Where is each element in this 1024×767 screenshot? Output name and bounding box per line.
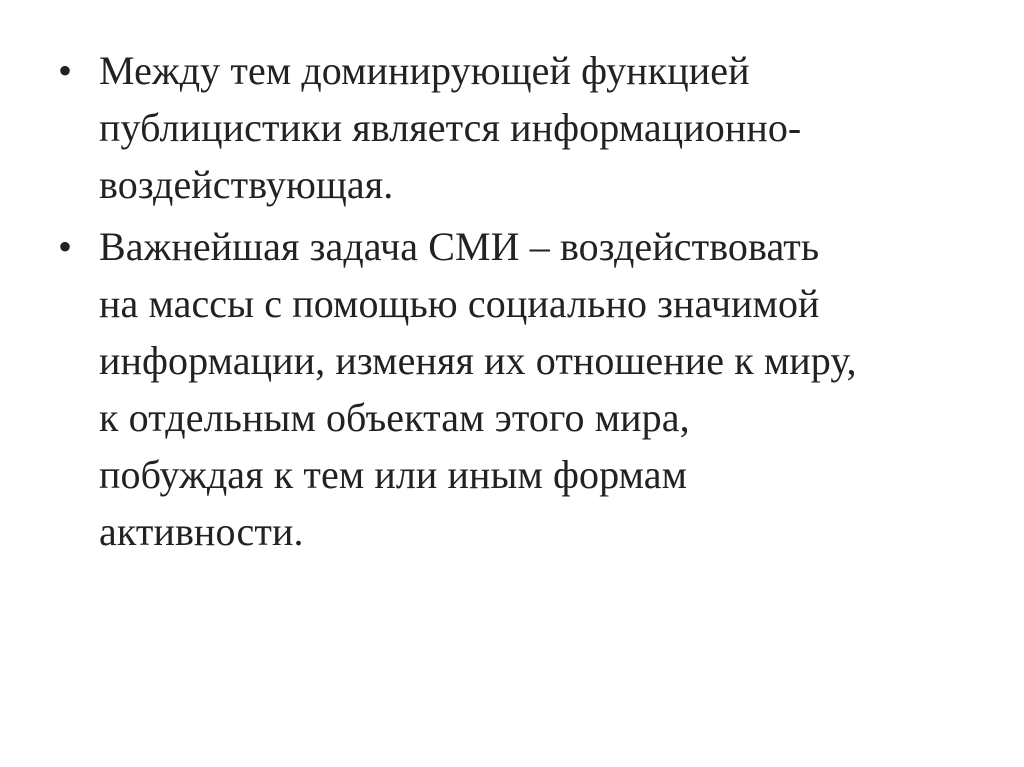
bullet-text-line: Важнейшая задача СМИ – воздействовать [99, 224, 820, 269]
bullet-text-line: Между тем доминирующей функцией [99, 48, 750, 93]
bullet-text-line: к отдельным объектам этого мира, [99, 395, 690, 440]
bullet-dot-icon: • [58, 224, 73, 269]
bullet-text-line: информации, изменяя их отношение к миру, [99, 338, 857, 383]
bullet-text-line: публицистики является информационно- [99, 105, 802, 150]
bullet-dot-icon: • [58, 48, 73, 93]
bullet-text-line: побуждая к тем или иным формам [99, 452, 688, 497]
bullet-text-line: на массы с помощью социально значимой [99, 281, 820, 326]
bullet-text-line: воздействующая. [99, 162, 394, 207]
bullet-text-line: активности. [99, 509, 304, 554]
